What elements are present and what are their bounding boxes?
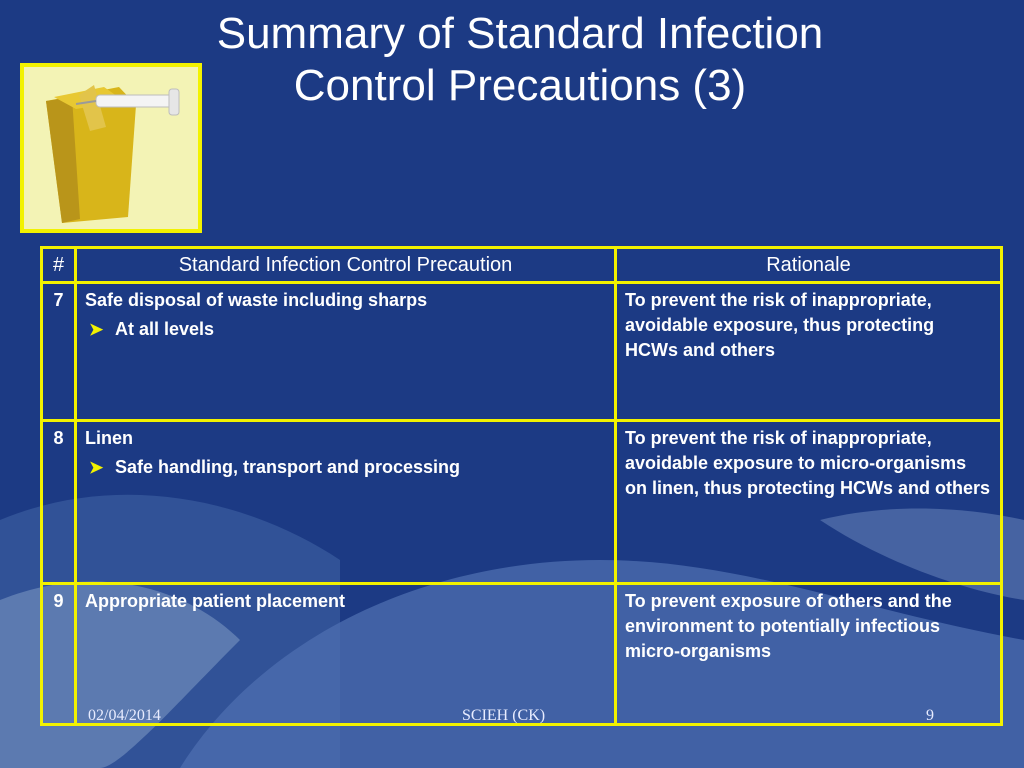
table-row (42, 421, 1002, 584)
table-row (42, 283, 1002, 421)
rationale-cell: To prevent the risk of inappropriate, avoidable exposure, thus protecting HCWs and others (616, 283, 1002, 421)
table-row (42, 584, 1002, 725)
slide-title (150, 8, 890, 112)
precaution-sub-list (85, 455, 606, 480)
sharps-container-image (20, 63, 202, 233)
footer-page-number: 9 (926, 707, 934, 724)
list-item (85, 317, 606, 342)
precaution-cell (76, 421, 616, 584)
header-rationale: Rationale (616, 248, 1002, 283)
precautions-table (40, 246, 1003, 726)
footer-center: SCIEH (CK) (462, 707, 546, 724)
bullet-text: Safe handling, transport and processing (115, 457, 461, 477)
rationale-cell: To prevent the risk of inappropriate, avoidable exposure to micro-organisms on linen, thus protecting HCWs and others (616, 421, 1002, 584)
footer-date: 02/04/2014 (88, 707, 161, 724)
precaution-text: Appropriate patient placement (85, 591, 346, 611)
row-number: 9 (42, 584, 76, 725)
arrow-bullet-icon: ➤ (89, 458, 104, 477)
rationale-cell: To prevent exposure of others and the environment to potentially infectious micro-organisms (616, 584, 1002, 725)
precaution-text: Safe disposal of waste including sharps (85, 290, 428, 310)
list-item (85, 455, 606, 480)
bullet-text: At all levels (115, 319, 215, 339)
title-line-1: Summary of Standard Infection (216, 9, 824, 58)
row-number: 7 (42, 283, 76, 421)
arrow-bullet-icon: ➤ (89, 320, 104, 339)
precaution-text: Linen (85, 428, 133, 448)
title-line-2: Control Precautions (3) (293, 61, 747, 110)
sharps-container-icon (24, 67, 198, 229)
header-precaution: Standard Infection Control Precaution (76, 248, 616, 283)
row-number: 8 (42, 421, 76, 584)
table-header-row (42, 248, 1002, 283)
header-number: # (42, 248, 76, 283)
precaution-sub-list (85, 317, 606, 342)
precaution-cell (76, 584, 616, 725)
precaution-cell (76, 283, 616, 421)
